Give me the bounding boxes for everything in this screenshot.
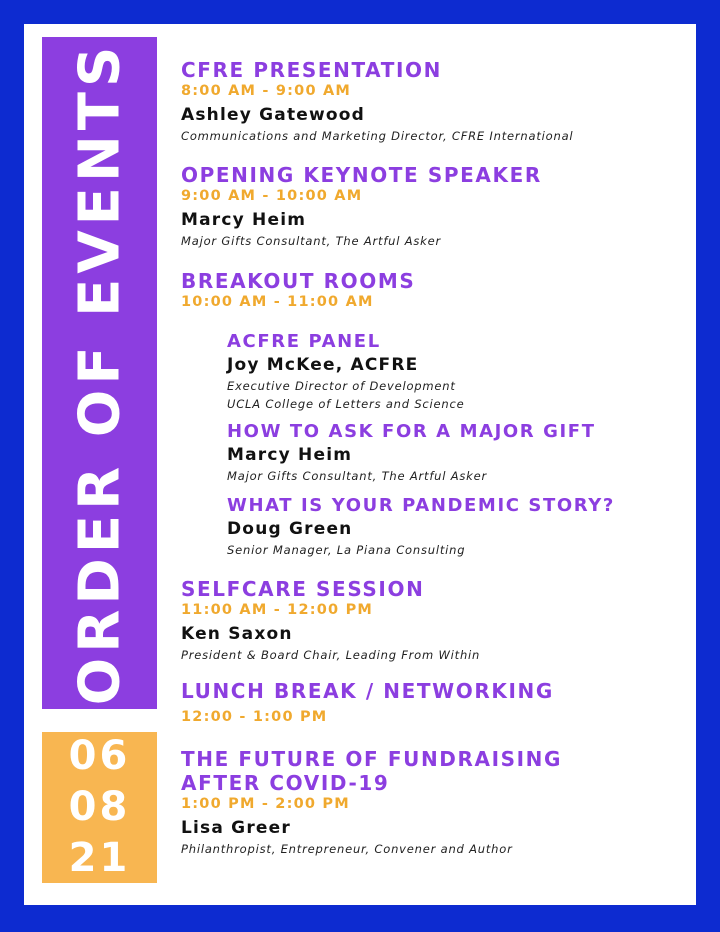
event-title: OPENING KEYNOTE SPEAKER <box>181 163 542 187</box>
event-title-line-2: AFTER COVID-19 <box>181 771 390 795</box>
event-time: 11:00 AM - 12:00 PM <box>181 602 374 618</box>
breakout-title: HOW TO ASK FOR A MAJOR GIFT <box>227 421 596 442</box>
breakout-speaker: Joy McKee, ACFRE <box>227 355 419 375</box>
event-speaker-role: Philanthropist, Entrepreneur, Convener and Author <box>181 842 513 856</box>
event-speaker-role: President & Board Chair, Leading From Within <box>181 648 481 662</box>
breakout-pandemic-story <box>227 495 615 559</box>
sidebar-title: ORDER OF EVENTS <box>67 41 132 705</box>
date-box <box>42 732 157 883</box>
breakout-speaker: Marcy Heim <box>227 445 353 465</box>
breakout-acfre-panel <box>227 331 465 413</box>
date-day: 08 <box>68 784 131 830</box>
event-speaker: Lisa Greer <box>181 818 291 838</box>
event-breakout-rooms <box>181 269 415 312</box>
event-title: SELFCARE SESSION <box>181 577 425 601</box>
event-time: 8:00 AM - 9:00 AM <box>181 83 352 99</box>
date-month: 06 <box>68 733 131 779</box>
breakout-speaker: Doug Green <box>227 519 353 539</box>
event-speaker: Ashley Gatewood <box>181 105 366 125</box>
breakout-speaker-role: Major Gifts Consultant, The Artful Asker <box>227 469 488 483</box>
event-time: 10:00 AM - 11:00 AM <box>181 294 374 310</box>
event-speaker: Marcy Heim <box>181 210 307 230</box>
event-speaker-role: Communications and Marketing Director, CFRE International <box>181 129 574 143</box>
event-future-of-fundraising <box>181 747 562 858</box>
event-time: 1:00 PM - 2:00 PM <box>181 796 350 812</box>
sidebar-banner <box>42 37 157 709</box>
breakout-major-gift <box>227 421 596 485</box>
breakout-title: WHAT IS YOUR PANDEMIC STORY? <box>227 495 615 516</box>
event-speaker-role: Major Gifts Consultant, The Artful Asker <box>181 234 442 248</box>
breakout-speaker-role: Executive Director of Development <box>227 379 456 393</box>
event-title-line-1: THE FUTURE OF FUNDRAISING <box>181 747 563 771</box>
event-title: BREAKOUT ROOMS <box>181 269 416 293</box>
event-lunch-break <box>181 679 554 727</box>
event-cfre-presentation <box>181 58 573 145</box>
date-year: 21 <box>68 835 131 881</box>
event-speaker: Ken Saxon <box>181 624 293 644</box>
event-time: 12:00 - 1:00 PM <box>181 709 328 725</box>
event-selfcare-session <box>181 577 480 664</box>
event-time: 9:00 AM - 10:00 AM <box>181 188 363 204</box>
event-title: CFRE PRESENTATION <box>181 58 442 82</box>
breakout-speaker-org: UCLA College of Letters and Science <box>227 397 465 411</box>
event-title: LUNCH BREAK / NETWORKING <box>181 679 554 703</box>
breakout-title: ACFRE PANEL <box>227 331 381 352</box>
event-schedule-page <box>24 24 696 905</box>
breakout-speaker-role: Senior Manager, La Piana Consulting <box>227 543 466 557</box>
event-opening-keynote <box>181 163 542 250</box>
